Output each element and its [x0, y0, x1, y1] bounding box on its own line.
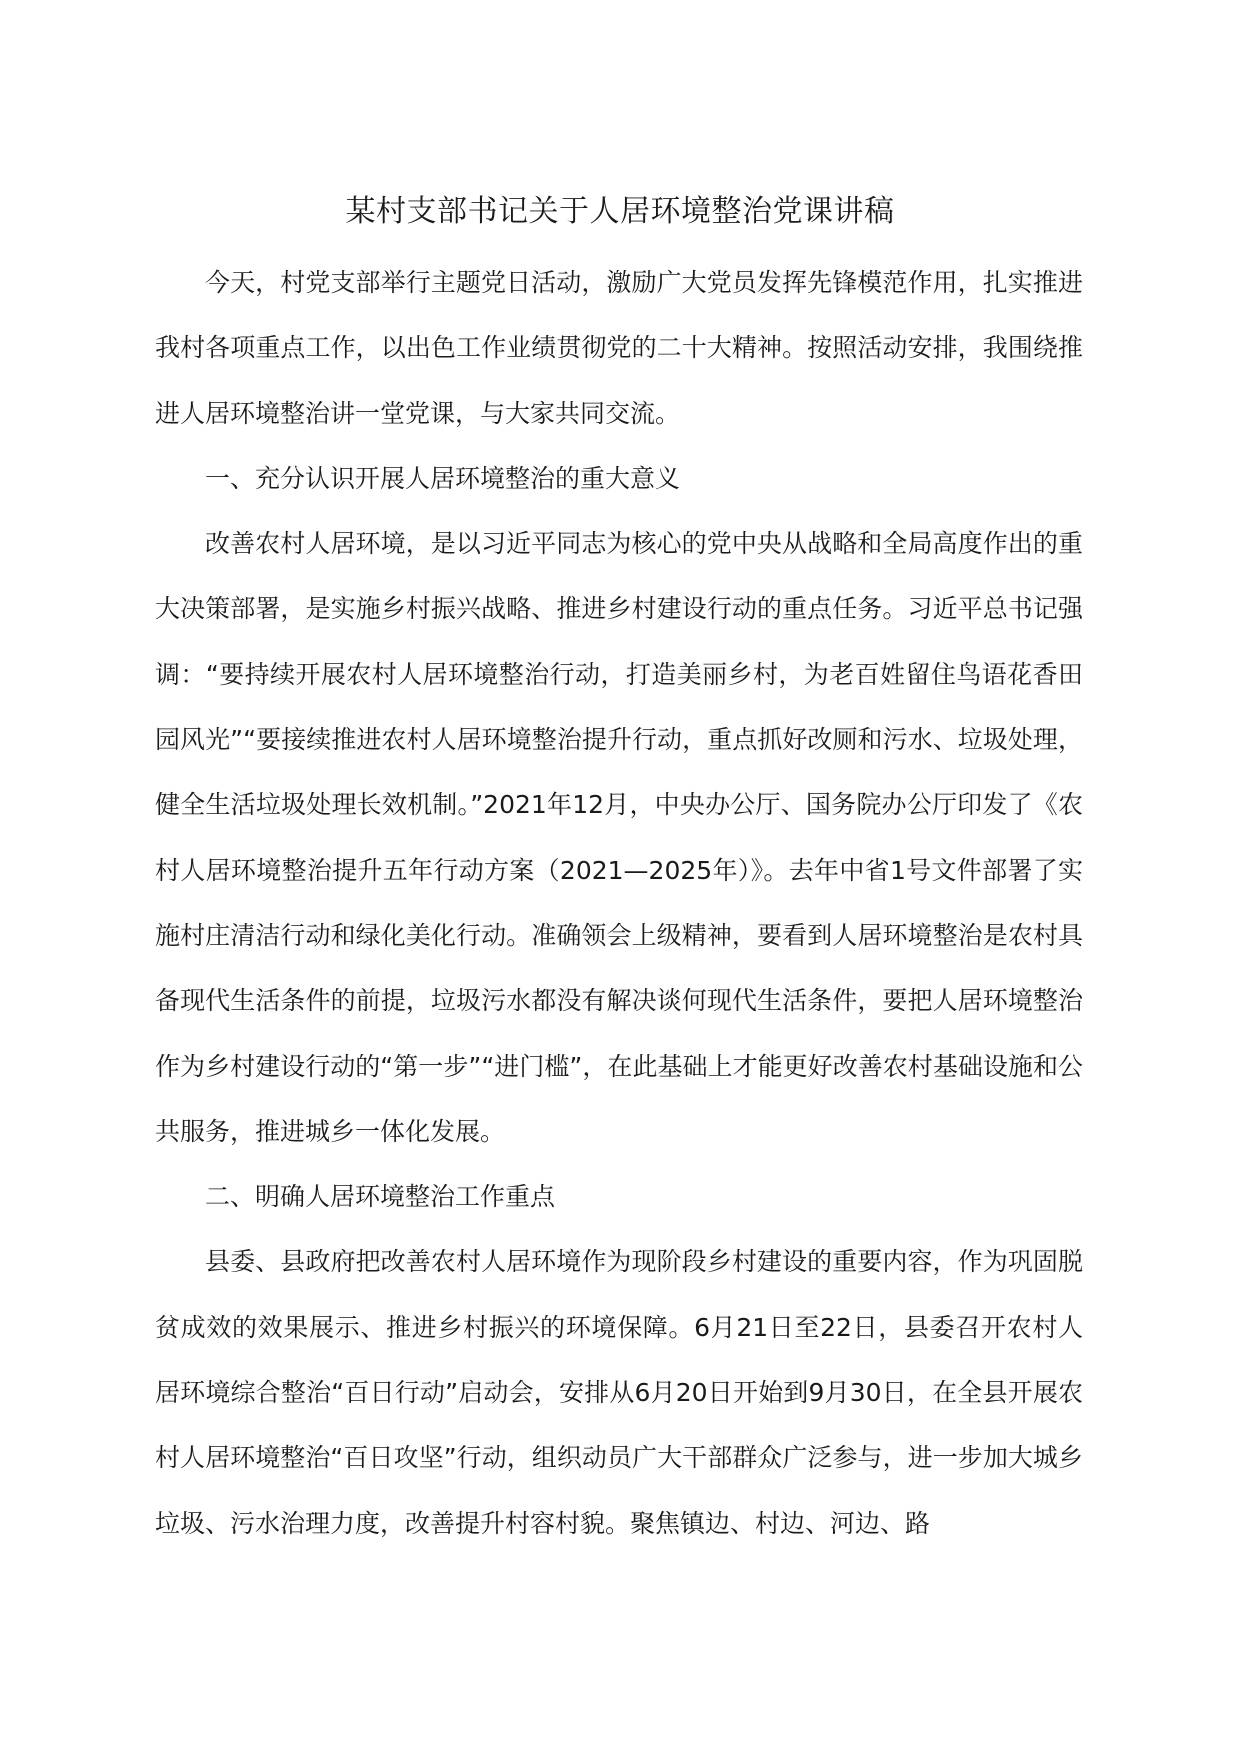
- document-body: [155, 250, 1083, 1556]
- document-title: 某村支部书记关于人居环境整治党课讲稿: [345, 194, 895, 229]
- paragraph-significance: 改善农村人居环境，是以习近平同志为核心的党中央从战略和全局高度作出的重大决策部署，是实施乡村振兴战略、推进乡村建设行动的重点任务。习近平总书记强调：“要持续开展农村人居环境整治行动，打造美丽乡村，为老百姓留住鸟语花香田园风光”“要接续推进农村人居环境整治提升行动，重点抓好改厕和污水、垃圾处理，健全生活垃圾处理长效机制。”2021年12月，中央办公厅、国务院办公厅印发了《农村人居环境整治提升五年行动方案（2021—2025年）》。去年中省1号文件部署了实施村庄清洁行动和绿化美化行动。准确领会上级精神，要看到人居环境整治是农村具备现代生活条件的前提，垃圾污水都没有解决谈何现代生活条件，要把人居环境整治作为乡村建设行动的“第一步”“进门槛”，在此基础上才能更好改善农村基础设施和公共服务，推进城乡一体化发展。: [155, 529, 1083, 1146]
- section-heading-1: 一、充分认识开展人居环境整治的重大意义: [205, 463, 681, 493]
- paragraph-intro: 今天，村党支部举行主题党日活动，激励广大党员发挥先锋模范作用，扎实推进我村各项重点工作，以出色工作业绩贯彻党的二十大精神。按照活动安排，我围绕推进人居环境整治讲一堂党课，与大家共同交流。: [155, 268, 1083, 428]
- paragraph-priorities: 县委、县政府把改善农村人居环境作为现阶段乡村建设的重要内容，作为巩固脱贫成效的效果展示、推进乡村振兴的环境保障。6月21日至22日，县委召开农村人居环境综合整治“百日行动”启动会，安排从6月20日开始到9月30日，在全县开展农村人居环境整治“百日攻坚”行动，组织动员广大干部群众广泛参与，进一步加大城乡垃圾、污水治理力度，改善提升村容村貌。聚焦镇边、村边、河边、路: [155, 1247, 1083, 1538]
- section-heading-2: 二、明确人居环境整治工作重点: [205, 1182, 556, 1212]
